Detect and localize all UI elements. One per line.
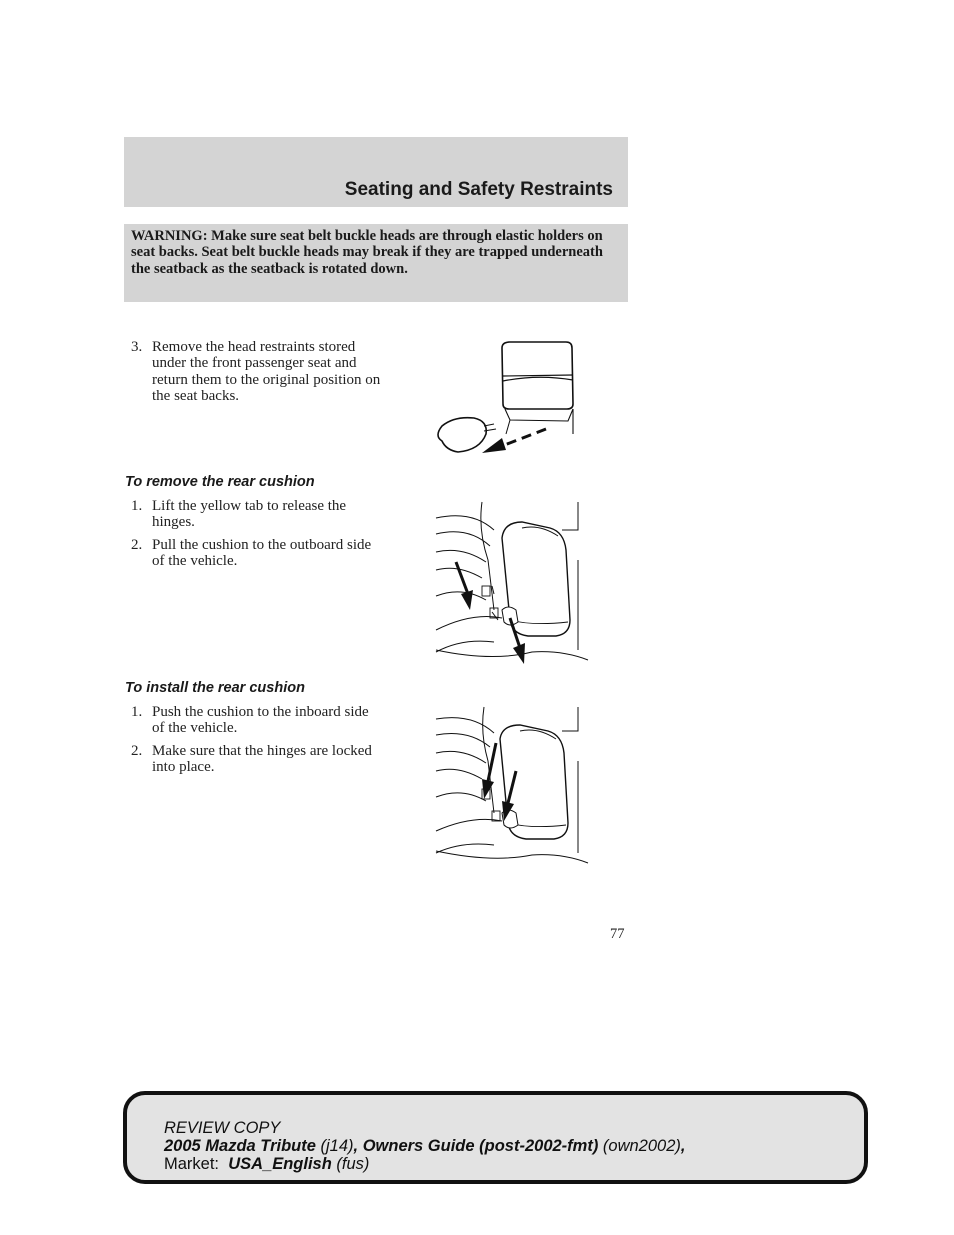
section-header-band	[124, 137, 628, 207]
step-text: Pull the cushion to the outboard side of the vehicle.	[152, 537, 372, 570]
footer-guide: Owners Guide (post-2002-fmt)	[362, 1137, 599, 1155]
step-number: 1.	[131, 498, 143, 514]
intro-step	[131, 339, 381, 405]
step-text: Push the cushion to the inboard side of the vehicle.	[152, 704, 369, 737]
footer-market: USA_English	[228, 1155, 332, 1173]
step-text: Remove the head restraints stored under the front passenger seat and return them to the original position on the seat backs.	[152, 339, 381, 405]
rear-cushion-install-illustration	[432, 705, 592, 867]
footer-guide-code: (own2002)	[602, 1137, 681, 1155]
step-number: 2.	[131, 743, 143, 759]
install-step	[131, 704, 381, 737]
remove-heading: To remove the rear cushion	[125, 474, 315, 490]
footer-market-code: (fus)	[336, 1155, 370, 1173]
footer-model-code: (j14)	[320, 1137, 354, 1155]
rear-cushion-removal-illustration	[432, 500, 592, 665]
step-text: Lift the yellow tab to release the hinges.	[152, 498, 347, 531]
footer-separator: ,	[680, 1137, 686, 1155]
step-number: 1.	[131, 704, 143, 720]
remove-step	[131, 498, 381, 531]
footer-separator: ,	[353, 1137, 363, 1155]
footer-market-label: Market:	[164, 1155, 229, 1173]
warning-box	[124, 224, 628, 302]
install-step	[131, 743, 381, 776]
step-text: Make sure that the hinges are locked into place.	[152, 743, 372, 776]
remove-step	[131, 537, 381, 570]
install-heading: To install the rear cushion	[125, 680, 305, 696]
head-restraint-illustration	[430, 338, 580, 458]
review-copy-footer	[123, 1091, 868, 1184]
step-number: 3.	[131, 339, 143, 355]
warning-text: WARNING: Make sure seat belt buckle heads are through elastic holders on seat backs. Seat belt buckle heads may break if they are trapped underneath the seatback as the seatback is rotated down.	[131, 228, 603, 277]
section-title: Seating and Safety Restraints	[344, 179, 613, 200]
footer-model: 2005 Mazda Tribute	[164, 1137, 316, 1155]
review-copy-label: REVIEW COPY	[164, 1119, 281, 1137]
step-number: 2.	[131, 537, 143, 553]
footer-text	[164, 1119, 685, 1173]
page-number: 77	[610, 926, 625, 942]
